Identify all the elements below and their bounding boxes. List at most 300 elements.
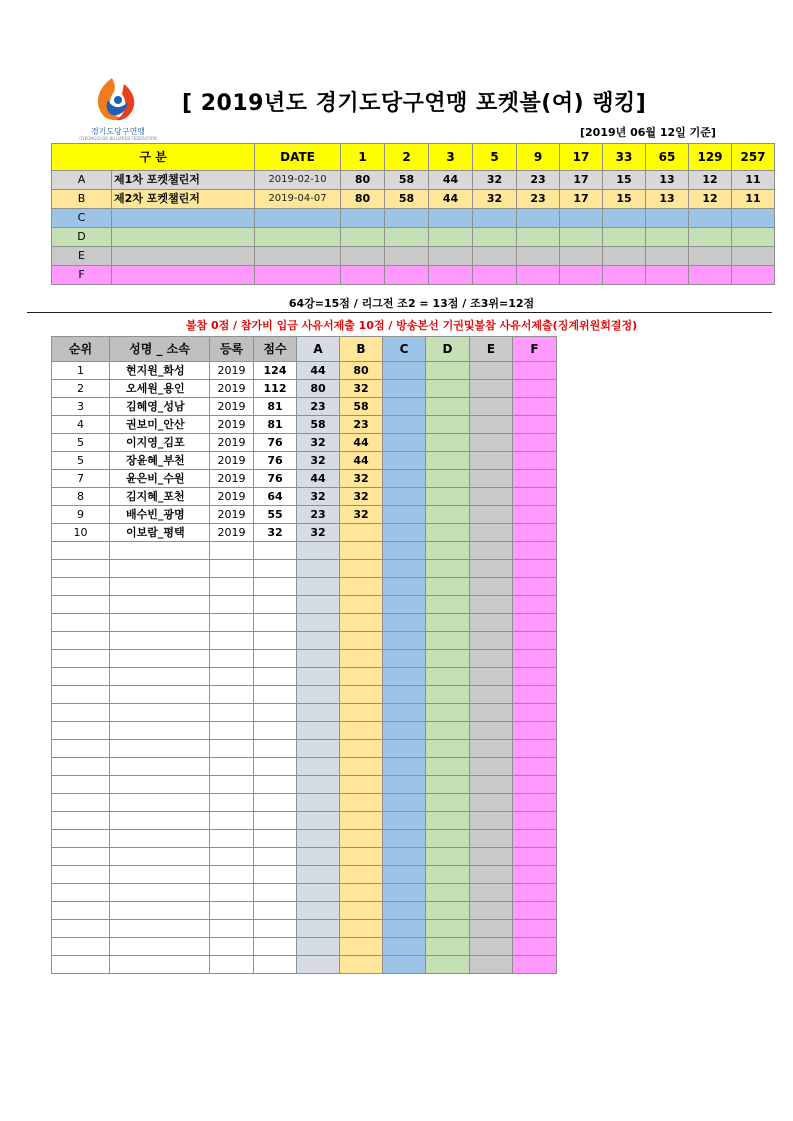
empty-cell xyxy=(254,794,297,812)
empty-cell xyxy=(383,614,426,632)
empty-cell xyxy=(210,632,254,650)
empty-cell xyxy=(383,938,426,956)
empty-cell xyxy=(383,776,426,794)
empty-cell xyxy=(110,650,210,668)
player-name-cell: 김지혜_포천 xyxy=(110,488,210,506)
date-header: DATE xyxy=(255,144,341,171)
empty-cell xyxy=(210,650,254,668)
logo-subtext: GYEONGGI-DO BILLIARDS FEDERATION xyxy=(79,136,157,141)
empty-cell xyxy=(426,776,470,794)
ranking-header-registered: 등록 xyxy=(210,337,254,362)
event-f-cell xyxy=(513,524,557,542)
empty-table-row xyxy=(52,614,557,632)
rank-cell: 1 xyxy=(52,362,110,380)
empty-cell xyxy=(470,560,513,578)
empty-cell xyxy=(52,884,110,902)
table-row xyxy=(52,434,557,452)
event-points xyxy=(473,209,517,228)
empty-cell xyxy=(297,596,340,614)
empty-cell xyxy=(383,704,426,722)
empty-cell xyxy=(297,920,340,938)
event-f-cell xyxy=(513,470,557,488)
event-a-cell: 32 xyxy=(297,524,340,542)
rank-cell: 4 xyxy=(52,416,110,434)
empty-cell xyxy=(383,686,426,704)
empty-table-row xyxy=(52,902,557,920)
event-points xyxy=(603,228,646,247)
event-points xyxy=(646,209,689,228)
flame-logo-icon xyxy=(78,72,158,126)
empty-cell xyxy=(340,560,383,578)
page-title: [ 2019년도 경기도당구연맹 포켓볼(여) 랭킹] xyxy=(182,91,647,116)
event-name xyxy=(112,266,255,285)
empty-cell xyxy=(470,848,513,866)
event-e-cell xyxy=(470,434,513,452)
empty-cell xyxy=(210,542,254,560)
empty-cell xyxy=(210,668,254,686)
event-points xyxy=(603,209,646,228)
event-b-cell: 58 xyxy=(340,398,383,416)
empty-cell xyxy=(254,596,297,614)
rank-cell: 5 xyxy=(52,434,110,452)
event-date xyxy=(255,266,341,285)
empty-cell xyxy=(383,578,426,596)
event-e-cell xyxy=(470,470,513,488)
ranking-header-a: A xyxy=(297,337,340,362)
table-row xyxy=(52,524,557,542)
event-points: 58 xyxy=(385,190,429,209)
event-d-cell xyxy=(426,380,470,398)
empty-cell xyxy=(254,884,297,902)
player-name-cell: 현지원_화성 xyxy=(110,362,210,380)
empty-cell xyxy=(513,578,557,596)
empty-cell xyxy=(470,758,513,776)
logo-text: 경기도당구연맹 xyxy=(90,127,146,136)
event-points xyxy=(385,247,429,266)
event-code: B xyxy=(52,190,112,209)
empty-cell xyxy=(426,938,470,956)
event-points: 11 xyxy=(732,190,775,209)
empty-cell xyxy=(513,848,557,866)
empty-cell xyxy=(426,884,470,902)
ranking-header-rank: 순위 xyxy=(52,337,110,362)
empty-cell xyxy=(254,848,297,866)
empty-cell xyxy=(383,560,426,578)
empty-cell xyxy=(383,812,426,830)
empty-cell xyxy=(470,884,513,902)
empty-cell xyxy=(297,560,340,578)
empty-cell xyxy=(470,866,513,884)
empty-cell xyxy=(52,920,110,938)
rank-cell: 9 xyxy=(52,506,110,524)
event-points xyxy=(341,266,385,285)
ranking-header-d: D xyxy=(426,337,470,362)
empty-cell xyxy=(210,722,254,740)
empty-cell xyxy=(297,686,340,704)
empty-cell xyxy=(110,542,210,560)
event-points xyxy=(646,266,689,285)
empty-cell xyxy=(513,776,557,794)
registered-cell: 2019 xyxy=(210,362,254,380)
registered-cell: 2019 xyxy=(210,434,254,452)
event-name xyxy=(112,209,255,228)
empty-cell xyxy=(297,704,340,722)
empty-cell xyxy=(297,776,340,794)
table-row xyxy=(52,506,557,524)
empty-cell xyxy=(210,956,254,974)
event-points: 23 xyxy=(517,190,560,209)
event-a-cell: 32 xyxy=(297,488,340,506)
empty-table-row xyxy=(52,740,557,758)
empty-cell xyxy=(426,848,470,866)
empty-cell xyxy=(513,632,557,650)
empty-cell xyxy=(383,758,426,776)
event-table xyxy=(51,143,775,285)
empty-cell xyxy=(513,686,557,704)
empty-table-row xyxy=(52,830,557,848)
event-points xyxy=(560,209,603,228)
empty-cell xyxy=(52,668,110,686)
empty-cell xyxy=(383,866,426,884)
event-date xyxy=(255,209,341,228)
event-b-cell xyxy=(340,524,383,542)
empty-cell xyxy=(340,830,383,848)
event-points: 32 xyxy=(473,171,517,190)
empty-cell xyxy=(470,740,513,758)
event-points xyxy=(646,247,689,266)
event-points: 13 xyxy=(646,190,689,209)
event-points: 13 xyxy=(646,171,689,190)
empty-cell xyxy=(254,776,297,794)
empty-cell xyxy=(383,596,426,614)
event-b-cell: 80 xyxy=(340,362,383,380)
empty-cell xyxy=(513,722,557,740)
empty-table-row xyxy=(52,776,557,794)
event-points: 12 xyxy=(689,171,732,190)
empty-cell xyxy=(470,650,513,668)
event-points xyxy=(689,247,732,266)
empty-cell xyxy=(426,794,470,812)
event-a-cell: 23 xyxy=(297,506,340,524)
event-points xyxy=(732,266,775,285)
event-points xyxy=(473,247,517,266)
empty-cell xyxy=(210,884,254,902)
empty-cell xyxy=(254,938,297,956)
event-c-cell xyxy=(383,416,426,434)
scoring-rule: 64강=15점 / 리그전 조2 = 13점 / 조3위=12점 xyxy=(288,297,535,310)
empty-cell xyxy=(52,740,110,758)
empty-cell xyxy=(340,542,383,560)
event-row xyxy=(52,209,775,228)
rank-cell: 10 xyxy=(52,524,110,542)
event-points xyxy=(385,209,429,228)
event-f-cell xyxy=(513,362,557,380)
empty-cell xyxy=(52,866,110,884)
empty-table-row xyxy=(52,884,557,902)
empty-cell xyxy=(52,776,110,794)
empty-cell xyxy=(383,668,426,686)
ranking-header-c: C xyxy=(383,337,426,362)
event-a-cell: 58 xyxy=(297,416,340,434)
event-points xyxy=(560,228,603,247)
empty-cell xyxy=(383,650,426,668)
empty-cell xyxy=(426,866,470,884)
empty-cell xyxy=(340,632,383,650)
event-points: 11 xyxy=(732,171,775,190)
empty-cell xyxy=(210,578,254,596)
event-d-cell xyxy=(426,488,470,506)
empty-table-row xyxy=(52,686,557,704)
registered-cell: 2019 xyxy=(210,452,254,470)
empty-table-row xyxy=(52,956,557,974)
empty-table-row xyxy=(52,668,557,686)
ranking-table xyxy=(51,336,557,974)
empty-cell xyxy=(210,776,254,794)
event-d-cell xyxy=(426,470,470,488)
empty-cell xyxy=(513,956,557,974)
empty-cell xyxy=(383,722,426,740)
table-row xyxy=(52,398,557,416)
event-points: 17 xyxy=(560,190,603,209)
empty-cell xyxy=(254,704,297,722)
table-row xyxy=(52,452,557,470)
empty-cell xyxy=(210,830,254,848)
empty-cell xyxy=(254,686,297,704)
table-row xyxy=(52,488,557,506)
registered-cell: 2019 xyxy=(210,524,254,542)
empty-cell xyxy=(426,722,470,740)
empty-cell xyxy=(210,560,254,578)
empty-cell xyxy=(340,668,383,686)
empty-cell xyxy=(470,920,513,938)
empty-cell xyxy=(470,614,513,632)
event-header-row xyxy=(52,144,775,171)
event-points xyxy=(646,228,689,247)
rank-cell: 7 xyxy=(52,470,110,488)
empty-cell xyxy=(383,920,426,938)
baseline-date: [2019년 06월 12일 기준] xyxy=(580,126,716,139)
empty-cell xyxy=(513,938,557,956)
event-name: 제2차 포켓챌린저 xyxy=(112,190,255,209)
empty-cell xyxy=(254,902,297,920)
division-header: 구 분 xyxy=(52,144,255,171)
event-points: 23 xyxy=(517,171,560,190)
event-d-cell xyxy=(426,362,470,380)
empty-cell xyxy=(52,542,110,560)
event-f-cell xyxy=(513,488,557,506)
event-points xyxy=(689,266,732,285)
event-points xyxy=(473,266,517,285)
empty-table-row xyxy=(52,542,557,560)
registered-cell: 2019 xyxy=(210,488,254,506)
event-d-cell xyxy=(426,398,470,416)
rank-header: 257 xyxy=(732,144,775,171)
empty-cell xyxy=(110,848,210,866)
event-f-cell xyxy=(513,452,557,470)
empty-cell xyxy=(513,830,557,848)
rank-header: 3 xyxy=(429,144,473,171)
empty-cell xyxy=(340,686,383,704)
empty-cell xyxy=(513,542,557,560)
empty-cell xyxy=(110,740,210,758)
empty-cell xyxy=(52,632,110,650)
empty-cell xyxy=(513,704,557,722)
event-e-cell xyxy=(470,452,513,470)
empty-cell xyxy=(426,704,470,722)
empty-cell xyxy=(210,812,254,830)
event-points xyxy=(517,247,560,266)
rank-header: 129 xyxy=(689,144,732,171)
score-cell: 32 xyxy=(254,524,297,542)
event-row xyxy=(52,190,775,209)
empty-cell xyxy=(297,740,340,758)
empty-cell xyxy=(340,578,383,596)
player-name-cell: 배수빈_광명 xyxy=(110,506,210,524)
empty-cell xyxy=(383,830,426,848)
score-cell: 55 xyxy=(254,506,297,524)
empty-cell xyxy=(513,794,557,812)
event-c-cell xyxy=(383,488,426,506)
empty-cell xyxy=(470,596,513,614)
empty-cell xyxy=(110,920,210,938)
event-b-cell: 32 xyxy=(340,506,383,524)
event-b-cell: 44 xyxy=(340,434,383,452)
empty-cell xyxy=(254,614,297,632)
empty-cell xyxy=(297,668,340,686)
event-d-cell xyxy=(426,452,470,470)
empty-cell xyxy=(426,830,470,848)
empty-cell xyxy=(297,812,340,830)
ranking-header-score: 점수 xyxy=(254,337,297,362)
empty-cell xyxy=(254,866,297,884)
empty-cell xyxy=(52,578,110,596)
empty-cell xyxy=(297,614,340,632)
event-a-cell: 80 xyxy=(297,380,340,398)
empty-cell xyxy=(513,866,557,884)
empty-cell xyxy=(52,650,110,668)
event-points: 32 xyxy=(473,190,517,209)
event-code: E xyxy=(52,247,112,266)
event-d-cell xyxy=(426,434,470,452)
event-f-cell xyxy=(513,416,557,434)
empty-cell xyxy=(52,938,110,956)
rank-cell: 5 xyxy=(52,452,110,470)
empty-cell xyxy=(340,740,383,758)
empty-table-row xyxy=(52,560,557,578)
empty-cell xyxy=(426,614,470,632)
ranking-header-e: E xyxy=(470,337,513,362)
empty-cell xyxy=(297,902,340,920)
rank-header: 1 xyxy=(341,144,385,171)
empty-cell xyxy=(110,812,210,830)
empty-cell xyxy=(254,632,297,650)
empty-table-row xyxy=(52,848,557,866)
player-name-cell: 김혜영_성남 xyxy=(110,398,210,416)
event-points: 80 xyxy=(341,190,385,209)
event-date: 2019-04-07 xyxy=(255,190,341,209)
event-c-cell xyxy=(383,434,426,452)
event-code: D xyxy=(52,228,112,247)
empty-cell xyxy=(470,812,513,830)
empty-cell xyxy=(513,560,557,578)
empty-table-row xyxy=(52,596,557,614)
event-points: 15 xyxy=(603,190,646,209)
empty-cell xyxy=(110,578,210,596)
empty-cell xyxy=(210,614,254,632)
empty-cell xyxy=(513,812,557,830)
score-cell: 64 xyxy=(254,488,297,506)
empty-cell xyxy=(340,902,383,920)
event-c-cell xyxy=(383,398,426,416)
empty-cell xyxy=(426,812,470,830)
event-points xyxy=(732,247,775,266)
empty-table-row xyxy=(52,632,557,650)
empty-cell xyxy=(297,542,340,560)
empty-cell xyxy=(513,668,557,686)
empty-cell xyxy=(513,614,557,632)
ranking-header-name: 성명 _ 소속 xyxy=(110,337,210,362)
event-name xyxy=(112,247,255,266)
empty-cell xyxy=(52,956,110,974)
empty-cell xyxy=(110,560,210,578)
event-points xyxy=(473,228,517,247)
event-f-cell xyxy=(513,380,557,398)
event-points: 12 xyxy=(689,190,732,209)
event-row xyxy=(52,247,775,266)
event-d-cell xyxy=(426,416,470,434)
empty-cell xyxy=(110,704,210,722)
empty-cell xyxy=(383,794,426,812)
rank-header: 33 xyxy=(603,144,646,171)
empty-cell xyxy=(254,812,297,830)
empty-cell xyxy=(210,938,254,956)
empty-cell xyxy=(110,956,210,974)
event-points xyxy=(603,266,646,285)
empty-table-row xyxy=(52,938,557,956)
event-d-cell xyxy=(426,506,470,524)
table-row xyxy=(52,416,557,434)
event-b-cell: 44 xyxy=(340,452,383,470)
empty-cell xyxy=(210,686,254,704)
empty-cell xyxy=(513,884,557,902)
event-name: 제1차 포켓챌린저 xyxy=(112,171,255,190)
empty-table-row xyxy=(52,704,557,722)
empty-cell xyxy=(254,578,297,596)
empty-cell xyxy=(340,920,383,938)
empty-cell xyxy=(210,920,254,938)
empty-cell xyxy=(470,686,513,704)
rank-cell: 3 xyxy=(52,398,110,416)
empty-cell xyxy=(210,704,254,722)
empty-table-row xyxy=(52,578,557,596)
event-points xyxy=(429,266,473,285)
empty-cell xyxy=(340,758,383,776)
empty-cell xyxy=(254,542,297,560)
event-points: 17 xyxy=(560,171,603,190)
empty-cell xyxy=(426,560,470,578)
player-name-cell: 윤은비_수원 xyxy=(110,470,210,488)
empty-cell xyxy=(254,740,297,758)
empty-cell xyxy=(297,884,340,902)
score-cell: 81 xyxy=(254,416,297,434)
event-b-cell: 23 xyxy=(340,416,383,434)
event-points xyxy=(689,228,732,247)
event-e-cell xyxy=(470,416,513,434)
event-points xyxy=(517,266,560,285)
event-points xyxy=(341,228,385,247)
event-points xyxy=(603,247,646,266)
empty-cell xyxy=(340,812,383,830)
